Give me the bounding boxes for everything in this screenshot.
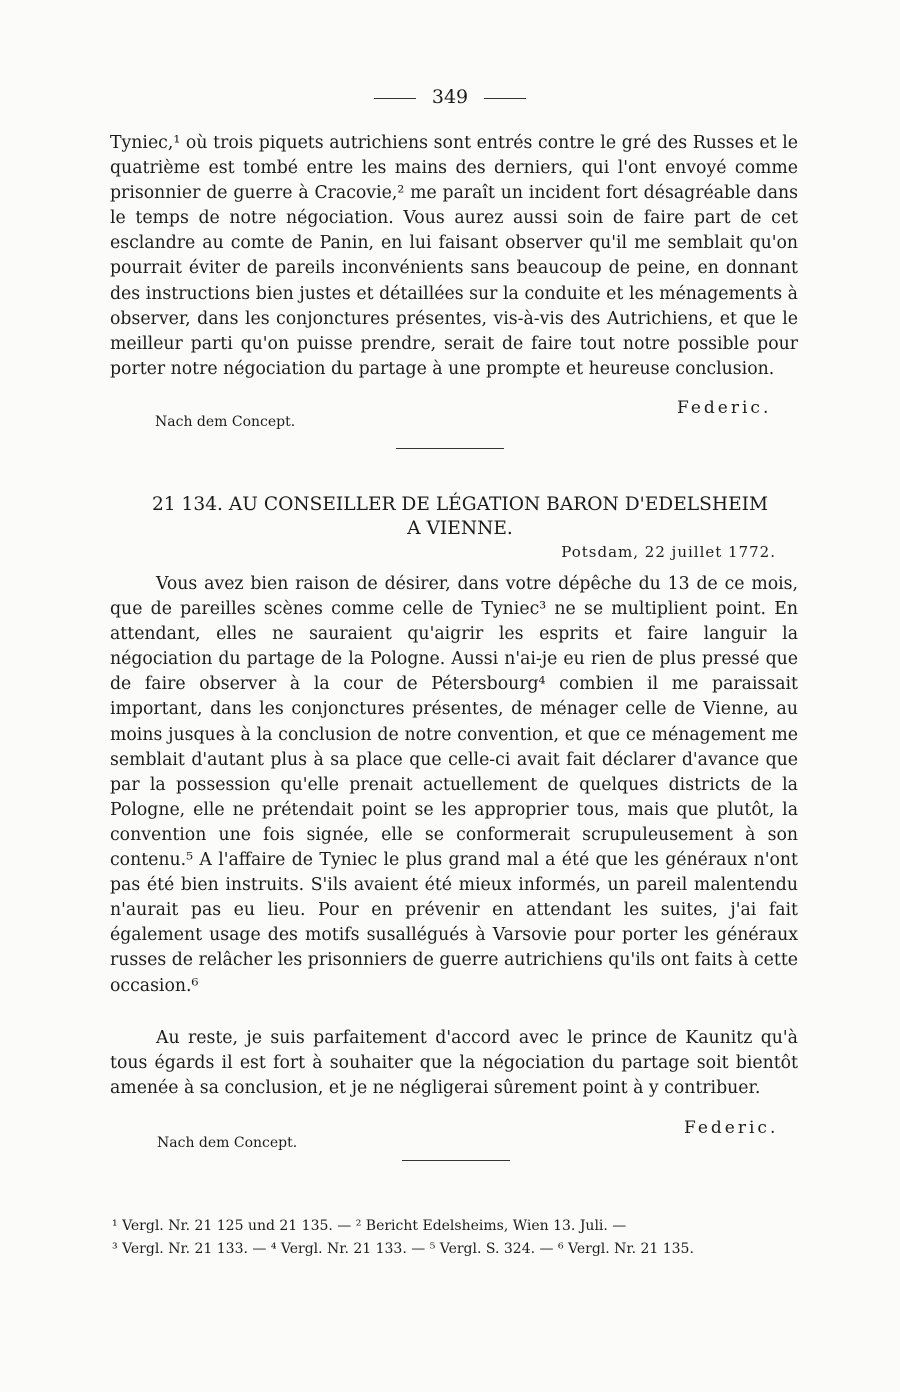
previous-letter-source-note: Nach dem Concept. — [155, 414, 296, 430]
letter-source-note: Nach dem Concept. — [157, 1135, 298, 1151]
footnote-line-1: ¹ Vergl. Nr. 21 125 und 21 135. — ² Bericht Edelsheims, Wien 13. Juli. — — [112, 1218, 627, 1234]
header-rule-right — [484, 98, 526, 99]
page-header — [0, 86, 900, 108]
previous-letter-signature: Federic. — [677, 398, 772, 418]
page-number: 349 — [431, 86, 469, 108]
letter-paragraph-2: Au reste, je suis parfaitement d'accord avec le prince de Kaunitz qu'à tous égards il est fort à souhaiter que la négociation du partage soit bientôt amenée à sa conclusion, et je ne négligerai sûrement point à y contribuer. — [110, 1028, 798, 1099]
previous-letter-text: Tyniec,¹ où trois piquets autrichiens sont entrés contre le gré des Russes et le quatrième est tombé entre les mains des derniers, qui l'ont envoyé comme prisonnier de guerre à Cracovie,² me paraît un incident fort désagréable dans le temps de notre négociation. Vous aurez aussi soin de faire part de cet esclandre au comte de Panin, en lui faisant observer qu'il me semblait qu'on pourrait éviter de pareils inconvénients sans beaucoup de peine, en donnant des instructions bien justes et détaillées sur la conduite et les ménagements à observer, dans les conjonctures présentes, vis-à-vis des Autrichiens, et que le meilleur parti qu'on puisse prendre, serait de faire tout notre possible pour porter notre négociation du partage à une prompte et heureuse conclusion. — [110, 133, 798, 379]
footnote-line-2: ³ Vergl. Nr. 21 133. — ⁴ Vergl. Nr. 21 133. — ⁵ Vergl. S. 324. — ⁶ Vergl. Nr. 21 135. — [112, 1241, 694, 1257]
letter-heading — [110, 493, 810, 541]
letter-heading-line1: 21 134. AU CONSEILLER DE LÉGATION BARON D'EDELSHEIM — [151, 494, 769, 515]
end-divider — [402, 1160, 510, 1161]
letter-paragraph-1: Vous avez bien raison de désirer, dans votre dépêche du 13 de ce mois, que de pareilles scènes comme celle de Tyniec³ ne se multiplient point. En attendant, elles ne sauraient qu'aigrir les esprits et faire languir la négociation du partage de la Pologne. Aussi n'ai-je eu rien de plus pressé que de faire observer à la cour de Pétersbourg⁴ combien il me paraissait important, dans les conjonctures présentes, de ménager celle de Vienne, au moins jusques à la conclusion de notre convention, et que ce ménagement me semblait d'autant plus à sa place que celle-ci avait fait déclarer d'avance que par la possession qu'elle prenait actuellement de quelques districts de la Pologne, elle ne prétendait point se les approprier tous, mais que plutôt, la convention une fois signée, elle se conformerait scrupuleusement à son contenu.⁵ A l'affaire de Tyniec le plus grand mal a été que les généraux n'ont pas été bien instruits. S'ils avaient été mieux informés, un pareil malentendu n'aurait pas eu lieu. Pour en prévenir en attendant les suites, j'ai fait également usage des motifs susallégués à Varsovie pour porter les généraux russes de relâcher les prisonniers de guerre autrichiens qu'ils ont faits à cette occasion.⁶ — [110, 574, 798, 996]
footnotes — [112, 1215, 802, 1261]
header-rule-left — [374, 98, 416, 99]
letter-heading-line2: A VIENNE. — [407, 518, 513, 539]
section-divider — [396, 448, 504, 449]
letter-place-date: Potsdam, 22 juillet 1772. — [561, 543, 776, 561]
letter-signature: Federic. — [684, 1118, 779, 1138]
